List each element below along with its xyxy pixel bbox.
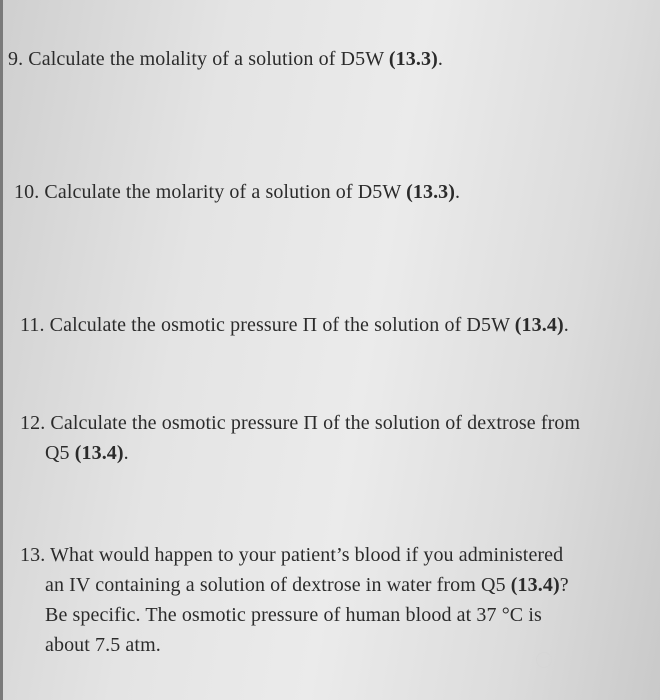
question-11-period: . (563, 314, 569, 336)
question-13-text: an IV containing a solution of dextrose in water from Q5 (45, 574, 511, 596)
question-9-reference: (13.3) (388, 48, 438, 70)
question-12-line-2 (20, 438, 580, 468)
question-12-reference: (13.4) (74, 442, 124, 464)
question-13-question-mark: ? (559, 574, 569, 596)
question-13-line-1: 13. What would happen to your patient’s blood if you administered (20, 544, 564, 566)
question-10-text: 10. Calculate the molarity of a solution of D5W (14, 181, 407, 203)
question-13-line-4: about 7.5 atm. (45, 634, 161, 656)
question-12 (20, 408, 580, 468)
question-9-text: 9. Calculate the molality of a solution of D5W (8, 48, 389, 70)
question-10-line (14, 177, 460, 207)
question-13-line-3: Be specific. The osmotic pressure of human blood at 37 °C is (45, 604, 542, 626)
question-13 (20, 540, 569, 660)
question-10-period: . (455, 181, 461, 203)
question-9-line (8, 44, 443, 74)
question-11 (20, 310, 569, 340)
question-11-line (20, 310, 569, 340)
question-9 (8, 44, 443, 74)
page-edge-shadow (0, 0, 3, 700)
question-10-reference: (13.3) (406, 181, 456, 203)
question-10 (14, 177, 460, 207)
question-13-reference: (13.4) (510, 574, 560, 596)
question-13-line-2 (20, 570, 569, 600)
question-11-text: 11. Calculate the osmotic pressure Π of the solution of D5W (20, 314, 515, 336)
question-11-reference: (13.4) (514, 314, 564, 336)
question-9-period: . (437, 48, 443, 70)
paper-smudge (536, 652, 552, 668)
question-12-line-1: 12. Calculate the osmotic pressure Π of the solution of dextrose from (20, 412, 581, 434)
question-12-text: Q5 (45, 442, 75, 464)
question-12-period: . (123, 442, 129, 464)
